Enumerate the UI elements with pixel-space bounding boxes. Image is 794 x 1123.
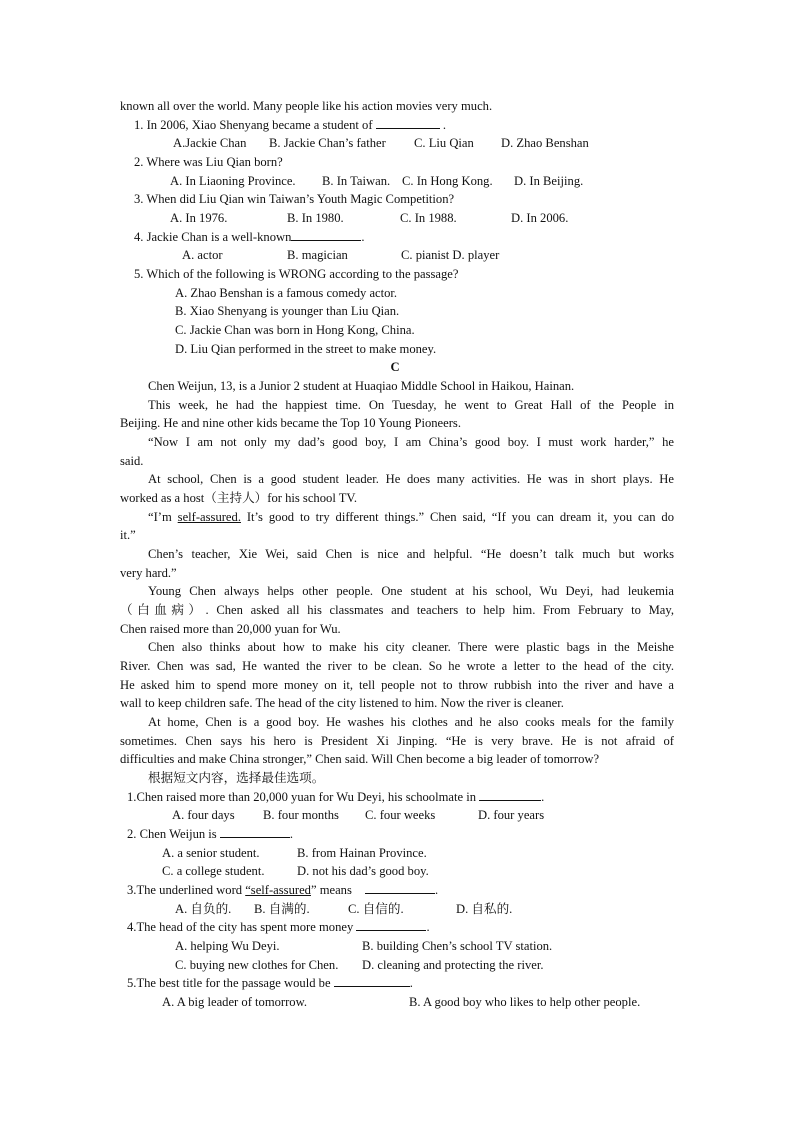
option-c2-c[interactable]: C. a college student. [162, 864, 265, 878]
question-c4-stem: 4.The head of the city has spent more money [127, 920, 354, 934]
passage-c-line-21: difficulties and make China stronger,” Chen said. Will Chen become a big leader of tomorrow? [120, 752, 600, 766]
question-c2-end: . [289, 827, 294, 841]
question-c5-end: . [409, 976, 413, 990]
option-c1-c[interactable]: C. four weeks [365, 808, 436, 822]
passage-c-line-13: （白血病）. Chen asked all his classmates and teachers to help him. From February to May, [120, 603, 674, 617]
question-b1-end: . [439, 118, 446, 132]
passage-c-quote-line [148, 508, 674, 526]
question-c3-underlined-word: “self-assured [245, 883, 311, 897]
option-b2-b[interactable]: B. In Taiwan. [322, 174, 391, 188]
option-b3-a[interactable]: A. In 1976. [170, 211, 228, 225]
answer-blank-c5[interactable] [334, 974, 410, 987]
question-c1-end: . [541, 790, 545, 804]
option-b4-cd[interactable]: C. pianist D. player [401, 248, 500, 262]
option-b5-a[interactable]: A. Zhao Benshan is a famous comedy actor. [175, 286, 398, 300]
option-b5-c[interactable]: C. Jackie Chan was born in Hong Kong, China. [175, 323, 415, 337]
passage-c-line-15: Chen also thinks about how to make his city cleaner. There were plastic bags in the Meishe [148, 640, 674, 654]
passage-c-line-20: sometimes. Chen says his hero is President Xi Jinping. “He is very brave. He is not afraid of [120, 734, 674, 748]
question-b1 [134, 116, 446, 134]
option-c3-b[interactable]: B. 自满的. [254, 902, 310, 916]
passage-c-line-11: very hard.” [120, 566, 177, 580]
underlined-word-self-assured: self-assured. [177, 510, 241, 524]
quote-post: It’s good to try different things.” Chen said, “If you can dream it, you can do [240, 510, 674, 524]
option-c1-b[interactable]: B. four months [263, 808, 339, 822]
question-b5: 5. Which of the following is WRONG according to the passage? [134, 267, 459, 281]
option-c2-b[interactable]: B. from Hainan Province. [297, 846, 427, 860]
passage-c-line-5: said. [120, 454, 144, 468]
question-c3 [127, 881, 438, 899]
passage-c-line-1: Chen Weijun, 13, is a Junior 2 student at Huaqiao Middle School in Haikou, Hainan. [148, 379, 575, 393]
option-c3-a[interactable]: A. 自负的. [175, 902, 232, 916]
option-c3-d[interactable]: D. 自私的. [456, 902, 513, 916]
passage-b-tail: known all over the world. Many people like his action movies very much. [120, 99, 493, 113]
question-c2-stem: 2. Chen Weijun is [127, 827, 217, 841]
option-c3-c[interactable]: C. 自信的. [348, 902, 404, 916]
passage-c-line-10: Chen’s teacher, Xie Wei, said Chen is nice and helpful. “He doesn’t talk much but works [148, 547, 674, 561]
question-b3: 3. When did Liu Qian win Taiwan’s Youth Magic Competition? [134, 192, 455, 206]
passage-c-line-18: wall to keep children safe. The head of the city listened to him. Now the river is cleaner. [120, 696, 564, 710]
passage-c-line-4: “Now I am not only my dad’s good boy, I am China’s good boy. I must work harder,” he [148, 435, 674, 449]
option-b1-b[interactable]: B. Jackie Chan’s father [269, 136, 386, 150]
passage-c-line-19: At home, Chen is a good boy. He washes his clothes and he also cooks meals for the family [148, 715, 674, 729]
option-b1-a[interactable]: A.Jackie Chan [173, 136, 247, 150]
question-c5 [127, 974, 413, 992]
option-c1-a[interactable]: A. four days [172, 808, 235, 822]
answer-blank-b1[interactable] [376, 116, 440, 129]
passage-c-line-2: This week, he had the happiest time. On Tuesday, he went to Great Hall of the People in [148, 398, 674, 412]
answer-blank-c4[interactable] [356, 918, 426, 931]
question-b1-stem: 1. In 2006, Xiao Shenyang became a student of [134, 118, 373, 132]
question-c1 [127, 788, 544, 806]
option-c4-b[interactable]: B. building Chen’s school TV station. [362, 939, 553, 953]
question-b4 [134, 228, 365, 246]
question-b4-stem: 4. Jackie Chan is a well-known [134, 230, 292, 244]
option-b5-d[interactable]: D. Liu Qian performed in the street to make money. [175, 342, 437, 356]
question-b4-end: . [361, 230, 365, 244]
question-c3-end: . [435, 883, 439, 897]
passage-c-line-14: Chen raised more than 20,000 yuan for Wu. [120, 622, 341, 636]
passage-c-line-9: it.” [120, 528, 136, 542]
option-c2-d[interactable]: D. not his dad’s good boy. [297, 864, 429, 878]
question-c1-stem: 1.Chen raised more than 20,000 yuan for Wu Deyi, his schoolmate in [127, 790, 477, 804]
passage-c-line-12: Young Chen always helps other people. One student at his school, Wu Deyi, had leukemia [148, 584, 674, 598]
passage-c-line-3: Beijing. He and nine other kids became the Top 10 Young Pioneers. [120, 416, 461, 430]
passage-c-line-6: At school, Chen is a good student leader. He does many activities. He was in short plays. He [148, 472, 674, 486]
option-c5-b[interactable]: B. A good boy who likes to help other people. [409, 995, 641, 1009]
option-c2-a[interactable]: A. a senior student. [162, 846, 260, 860]
option-b2-a[interactable]: A. In Liaoning Province. [170, 174, 296, 188]
passage-c-line-7: worked as a host（主持人）for his school TV. [120, 491, 358, 505]
question-c2 [127, 825, 293, 843]
option-c4-c[interactable]: C. buying new clothes for Chen. [175, 958, 339, 972]
question-c3-stem-post: ” means [310, 883, 352, 897]
option-b3-d[interactable]: D. In 2006. [511, 211, 569, 225]
option-c5-a[interactable]: A. A big leader of tomorrow. [162, 995, 308, 1009]
question-c4 [127, 918, 430, 936]
quote-pre: “I’m [148, 510, 178, 524]
question-b2: 2. Where was Liu Qian born? [134, 155, 283, 169]
option-c4-a[interactable]: A. helping Wu Deyi. [175, 939, 280, 953]
option-b4-b[interactable]: B. magician [287, 248, 348, 262]
option-b3-c[interactable]: C. In 1988. [400, 211, 457, 225]
option-c4-d[interactable]: D. cleaning and protecting the river. [362, 958, 544, 972]
question-c3-stem-pre: 3.The underlined word [127, 883, 246, 897]
option-b1-d[interactable]: D. Zhao Benshan [501, 136, 589, 150]
option-c1-d[interactable]: D. four years [478, 808, 545, 822]
question-c5-stem: 5.The best title for the passage would be [127, 976, 331, 990]
passage-c-heading: C [390, 360, 400, 374]
answer-blank-c3[interactable] [365, 881, 435, 894]
option-b3-b[interactable]: B. In 1980. [287, 211, 344, 225]
answer-blank-b4[interactable] [291, 228, 361, 241]
passage-c-line-17: He asked him to spend more money on it, tell people not to throw rubbish into the river and have a [120, 678, 674, 692]
option-b4-a[interactable]: A. actor [182, 248, 223, 262]
question-c4-end: . [426, 920, 430, 934]
answer-blank-c1[interactable] [479, 788, 541, 801]
option-b2-c[interactable]: C. In Hong Kong. [402, 174, 493, 188]
option-b1-c[interactable]: C. Liu Qian [414, 136, 474, 150]
instruction-text: 根据短文内容，选择最佳选项。 [148, 771, 325, 785]
answer-blank-c2[interactable] [220, 825, 290, 838]
option-b5-b[interactable]: B. Xiao Shenyang is younger than Liu Qian. [175, 304, 400, 318]
option-b2-d[interactable]: D. In Beijing. [514, 174, 584, 188]
passage-c-line-16: River. Chen was sad, He wanted the river to be clean. So he wrote a letter to the head of the city. [120, 659, 674, 673]
